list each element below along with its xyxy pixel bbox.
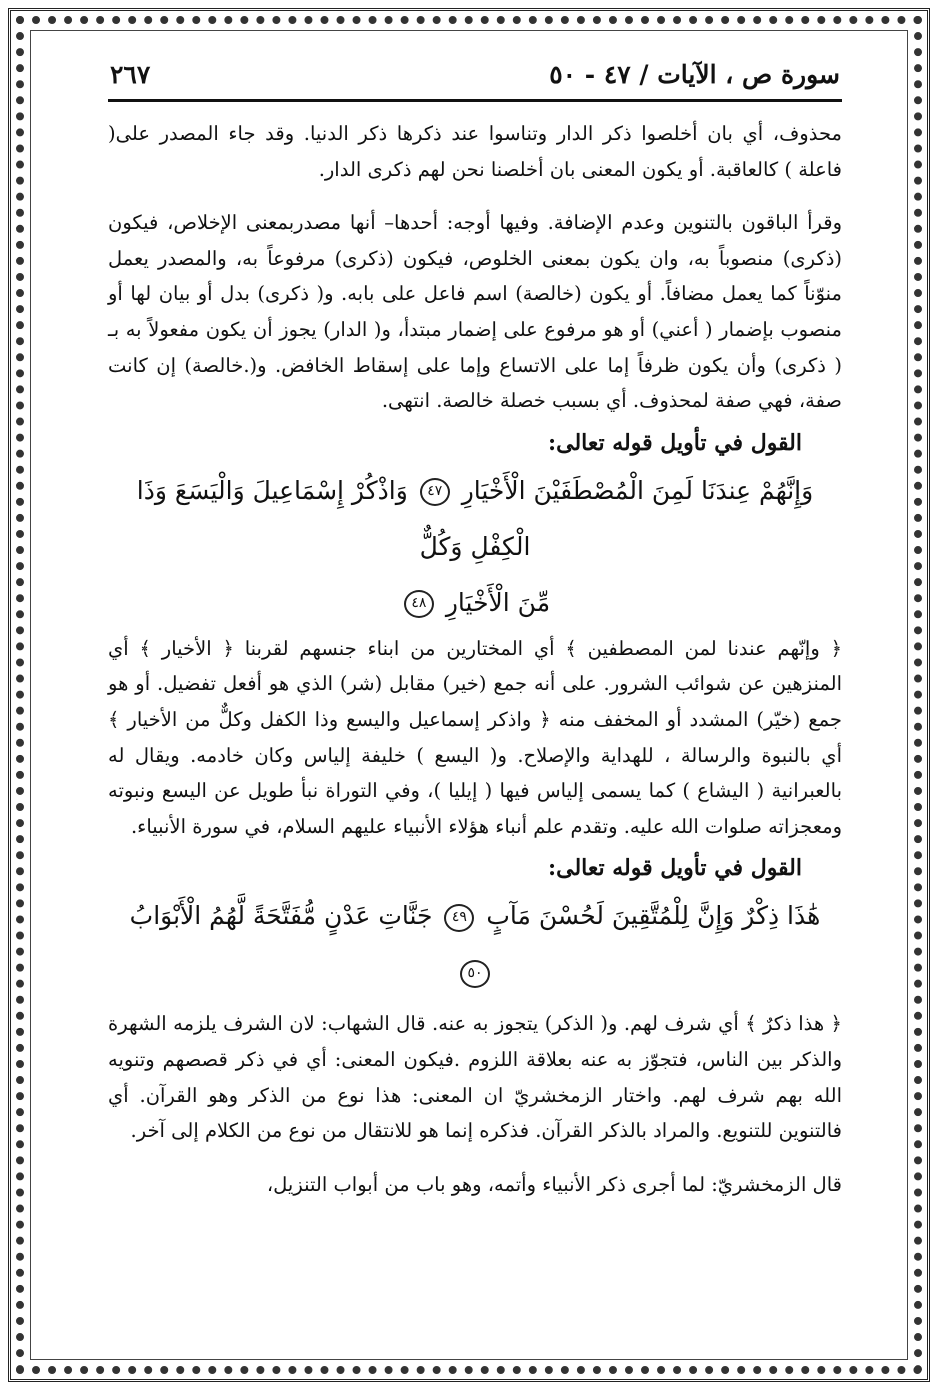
surah-title: سورة ص ، الآيات / ٤٧ - ٥٠ <box>549 60 840 89</box>
section-heading-2: القول في تأويل قوله تعالى: <box>548 855 802 882</box>
quran-verse-49-50 <box>108 888 842 1000</box>
page-content <box>108 60 842 1340</box>
paragraph-5: قال الزمخشريّ: لما أجرى ذكر الأنبياء وأتمه، وهو باب من أبواب التنزيل، <box>266 1172 842 1196</box>
paragraph-1: محذوف، أي بان أخلصوا ذكر الدار وتناسوا عند ذكرها ذكر الدنيا. وقد جاء المصدر على( فاعلة ) كالعاقبة. أو يكون المعنى بان أخلصنا نحن لهم ذكرى الدار. <box>108 122 842 181</box>
ayah-number-marker: ٤٨ <box>404 590 434 618</box>
running-header <box>108 60 842 102</box>
ayah-number-marker: ٤٧ <box>420 478 450 506</box>
quran-verse-48-end <box>108 575 842 631</box>
page-number: ٢٦٧ <box>110 60 151 89</box>
paragraph-2: وقرأ الباقون بالتنوين وعدم الإضافة. وفيها أوجه: أحدها– أنها مصدربمعنى الإخلاص، فيكون (ذكرى) منصوباً به، وان يكون بمعنى الخلوص، فيكون (ذكرى) مرفوعاً به، والمصدر يعمل منوّناً كما يعمل مضافاً. أو يكون (خالصة) اسم فاعل على بابه. و( ذكرى) بدل أو بيان لها أو منصوب بإضمار ( أعني) أو هو مرفوع على إضمار مبتدأ، و( الدار) يجوز أن يكون مفعولاً به بـ ( ذكرى) وأن يكون ظرفاً إما على الاتساع وإما على إسقاط الخافض. و(.خالصة) إن كانت صفة، فهي صفة لمحذوف. أي بسبب خصلة خالصة. انتهى. <box>108 211 842 413</box>
verse-text-49: هَٰذَا ذِكْرٌ وَإِنَّ لِلْمُتَّقِينَ لَحُسْنَ مَآبٍ <box>486 901 821 931</box>
paragraph-4: ﴿ هذا ذكرٌ ﴾ أي شرف لهم. و( الذكر) يتجوز به عنه. قال الشهاب: لان الشرف يلزمه الشهرة والذكر بين الناس، فتجوّز به عنه بعلاقة اللزوم .فيكون المعنى: أي في ذكر قصصهم وتنويه الله بهم شرف لهم. واختار الزمخشريّ ان المعنى: هذا نوع من الذكر وهو القرآن. أي فالتنوين للتنويع. والمراد بالذكر القرآن. فذكره إنما هو للانتقال من نوع من الكلام إلى آخر. <box>108 1012 842 1143</box>
ayah-number-marker: ٤٩ <box>444 904 474 932</box>
ayah-number-marker: ٥٠ <box>460 960 490 988</box>
verse-text-47: وَإِنَّهُمْ عِندَنَا لَمِنَ الْمُصْطَفَيْنَ الْأَخْيَارِ <box>461 475 814 505</box>
quran-verse-47-48 <box>108 463 842 575</box>
paragraph-3: ﴿ وإنّهم عندنا لمن المصطفين ﴾ أي المختارين من ابناء جنسهم لقربنا ﴿ الأخيار ﴾ أي المنزهين عن شوائب الشرور. على أنه جمع (خير) مقابل (شر) الذي هو أفعل تفضيل. أو هو جمع (خيّر) المشدد أو المخفف منه ﴿ واذكر إسماعيل واليسع وذا الكفل وكلٌّ من الأخيار ﴾ أي بالنبوة والرسالة ، للهداية والإصلاح. و( اليسع ) خليفة إلياس وكان خادمه. ويقال له بالعبرانية ( اليشاع ) كما يسمى إلياس فيها ( إيليا )، وفي التوراة نبأ طويل عن اليسع ونبوته ومعجزاته صلوات الله عليه. وتقدم علم أنباء هؤلاء الأنبياء عليهم السلام، في سورة الأنبياء. <box>108 636 842 838</box>
verse-text-48a: وَاذْكُرْ إِسْمَاعِيلَ وَالْيَسَعَ وَذَا الْكِفْلِ وَكُلٌّ <box>136 475 531 561</box>
section-heading-1: القول في تأويل قوله تعالى: <box>548 429 802 456</box>
verse-text-48b: مِّنَ الْأَخْيَارِ <box>445 587 551 617</box>
verse-text-50: جَنَّاتِ عَدْنٍ مُّفَتَّحَةً لَّهُمُ الْأَبْوَابُ <box>129 901 433 931</box>
